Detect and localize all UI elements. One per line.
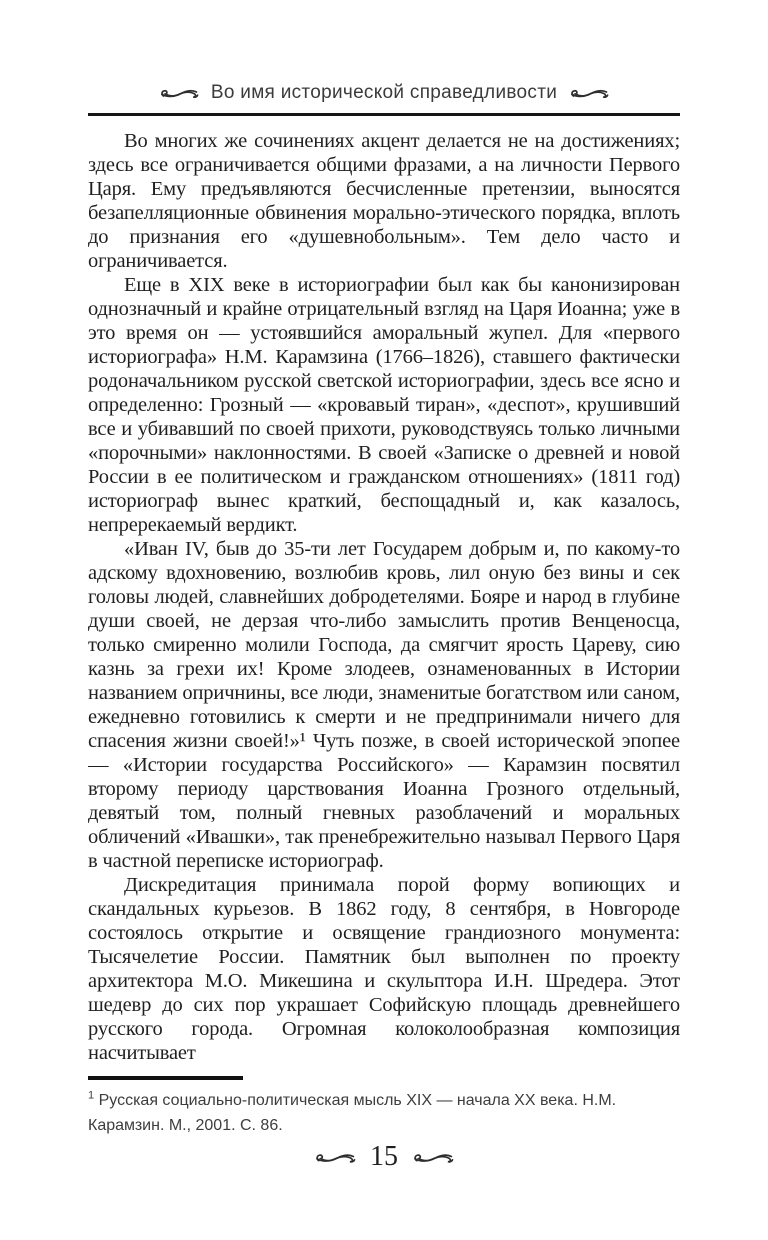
running-header xyxy=(88,82,680,104)
swirl-ornament-icon xyxy=(314,1149,356,1166)
paragraph: Дискредитация принимала порой форму вопиющих и скандальных курьезов. В 1862 году, 8 сентября, в Новгороде состоялось открытие и освящение грандиозного монумента: Тысячелетие России. Памятник был выполнен по проекту архитектора М.О. Микешина и скульптора И.Н. Шредера. Этот шедевр до сих пор украшает Софийскую площадь древнейшего русского города. Огромная колоколообразная композиция насчитывает xyxy=(88,874,680,1064)
chapter-title: Во имя исторической справедливости xyxy=(210,82,558,103)
swirl-ornament-icon xyxy=(569,85,609,101)
footnote-citation: Русская социально-политическая мысль XIX — начала XX века. Н.М. Карамзин. М., 2001. С. 86. xyxy=(88,1092,617,1134)
footnote-block xyxy=(88,1076,680,1138)
page-number: 15 xyxy=(370,1141,398,1172)
footnote-marker: 1 xyxy=(88,1089,95,1102)
footnote-text xyxy=(88,1088,680,1138)
swirl-ornament-icon xyxy=(159,85,199,101)
paragraph: Во многих же сочинениях акцент делается не на достижениях; здесь все ограничивается общими фразами, а на личности Первого Царя. Ему предъявляются бесчисленные претензии, выносятся безапелляционные обвинения морально-этического порядка, вплоть до признания его «душевнобольным». Тем дело часто и ограничивается. xyxy=(88,130,680,272)
paragraph: «Иван IV, быв до 35-ти лет Государем добрым и, по какому-то адскому вдохновению, возлюбив кровь, лил оную без вины и сек головы людей, славнейших добродетелями. Бояре и народ в глубине души своей, не дерзая что-либо замыслить против Венценосца, только смиренно молили Господа, да смягчит ярость Цареву, сию казнь за грехи их! Кроме злодеев, ознаменованных в Истории названием опричнины, все люди, знаменитые богатством или саном, ежедневно готовились к смерти и не предпринимали ничего для спасения жизни своей!»¹ Чуть позже, в своей исторической эпопее — «Истории государства Российского» — Карамзин посвятил второму периоду царствования Иоанна Грозного отдельный, девятый том, полный гневных разоблачений и моральных обличений «Ивашки», так пренебрежительно называл Первого Царя в частной переписке историограф. xyxy=(88,538,680,872)
swirl-ornament-icon xyxy=(412,1149,454,1166)
paragraph: Еще в XIX веке в историографии был как бы канонизирован однозначный и крайне отрицательный взгляд на Царя Иоанна; уже в это время он — устоявшийся аморальный жупел. Для «первого историографа» Н.М. Карамзина (1766–1826), ставшего фактически родоначальником русской светской историографии, здесь все ясно и определенно: Грозный — «кровавый тиран», «деспот», крушивший все и убивавший по своей прихоти, руководствуясь только личными «порочными» наклонностями. В своей «Записке о древней и новой России в ее политическом и гражданском отношениях» (1811 год) историограф вынес краткий, беспощадный и, как казалось, непререкаемый вердикт. xyxy=(88,274,680,536)
page-number-row xyxy=(0,1141,768,1173)
body-text xyxy=(88,129,680,1075)
footnote-rule xyxy=(88,1076,243,1080)
header-rule xyxy=(88,113,680,116)
